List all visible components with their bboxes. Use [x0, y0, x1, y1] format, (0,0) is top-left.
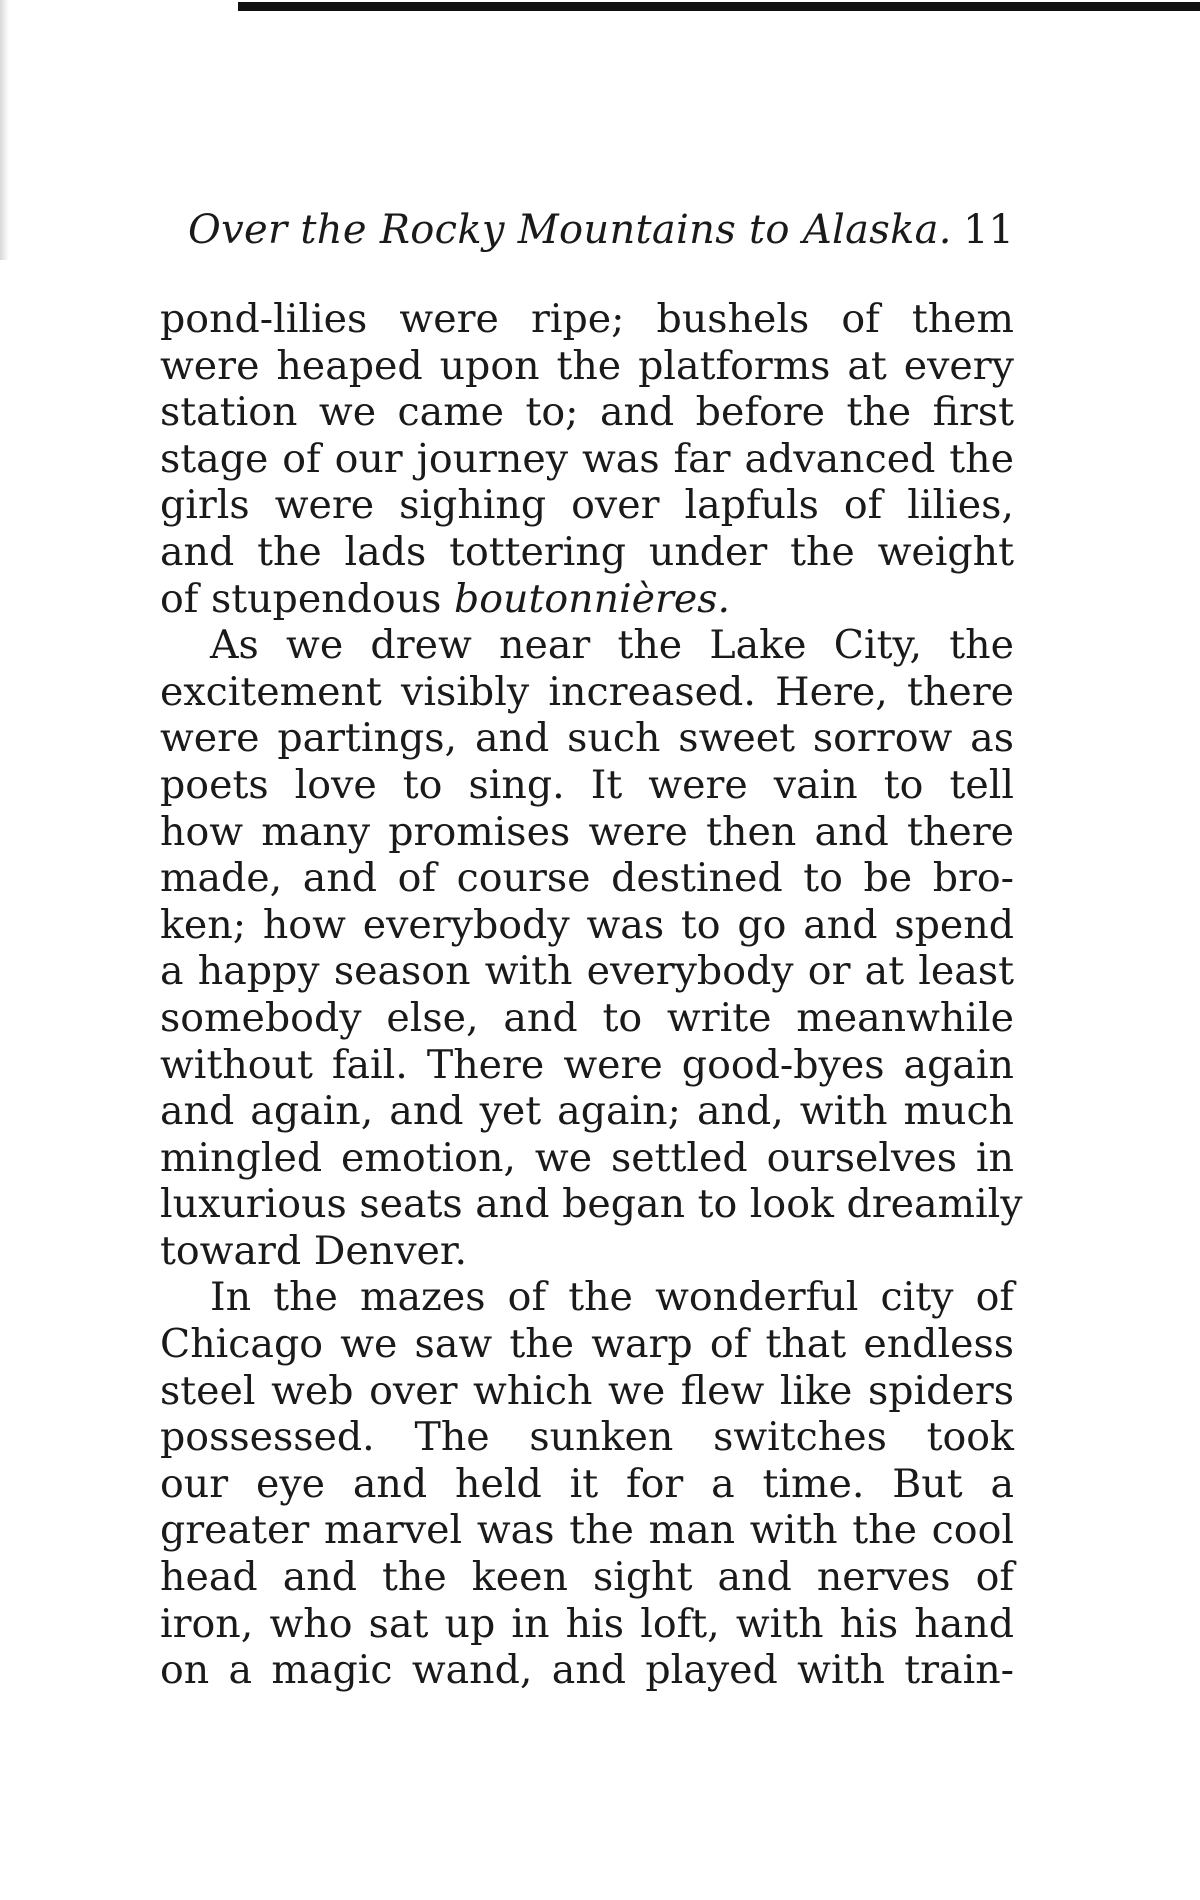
- paragraph-2: [160, 622, 1023, 1274]
- text-line: girls were sighing over lapfuls of lilies,: [160, 482, 1014, 529]
- page-edge-shadow: [0, 0, 9, 260]
- text-line: As we drew near the Lake City, the: [210, 622, 1014, 669]
- text-line: greater marvel was the man with the cool: [160, 1507, 1014, 1554]
- top-border-rule: [238, 2, 1200, 11]
- text-line: stage of our journey was far advanced the: [160, 435, 1014, 482]
- text-line: Chicago we saw the warp of that endless: [160, 1321, 1014, 1368]
- text-line: poets love to sing. It were vain to tell: [160, 761, 1014, 808]
- page-number: 11: [963, 207, 1014, 253]
- paragraph-1: [160, 296, 1014, 622]
- text-line: steel web over which we flew like spiders: [160, 1367, 1014, 1414]
- text-line: [160, 576, 1014, 623]
- text-segment: of stupendous: [160, 575, 454, 622]
- italic-word: boutonnières.: [453, 575, 731, 622]
- text-line: and the lads tottering under the weight: [160, 528, 1014, 575]
- text-line: how many promises were then and there: [160, 808, 1014, 855]
- text-line: head and the keen sight and nerves of: [160, 1554, 1014, 1601]
- text-line: and again, and yet again; and, with much: [160, 1088, 1014, 1135]
- paragraph-3: [160, 1274, 1014, 1693]
- text-line: without fail. There were good-byes again: [160, 1041, 1014, 1088]
- page-header: [188, 200, 1014, 260]
- text-line: possessed. The sunken switches took: [160, 1414, 1014, 1461]
- text-line: on a magic wand, and played with train-: [160, 1647, 1014, 1694]
- text-line: pond-lilies were ripe; bushels of them: [160, 296, 1014, 342]
- text-line: station we came to; and before the first: [160, 389, 1014, 436]
- body-text: [160, 296, 1023, 1694]
- text-line: luxurious seats and began to look dreamily: [160, 1181, 1023, 1228]
- text-line: In the mazes of the wonderful city of: [210, 1274, 1014, 1321]
- text-line: toward Denver.: [160, 1227, 468, 1274]
- running-title: Over the Rocky Mountains to Alaska.: [188, 207, 952, 253]
- text-line: ken; how everybody was to go and spend: [160, 901, 1014, 948]
- text-line: were partings, and such sweet sorrow as: [160, 715, 1014, 762]
- text-line: iron, who sat up in his loft, with his hand: [160, 1600, 1014, 1647]
- text-line: were heaped upon the platforms at every: [160, 342, 1014, 389]
- text-line: made, and of course destined to be bro-: [160, 855, 1014, 902]
- text-line: our eye and held it for a time. But a: [160, 1460, 1014, 1507]
- text-line: excitement visibly increased. Here, there: [160, 668, 1014, 715]
- text-line: somebody else, and to write meanwhile: [160, 994, 1014, 1041]
- text-line: a happy season with everybody or at least: [160, 948, 1014, 995]
- text-line: mingled emotion, we settled ourselves in: [160, 1134, 1014, 1181]
